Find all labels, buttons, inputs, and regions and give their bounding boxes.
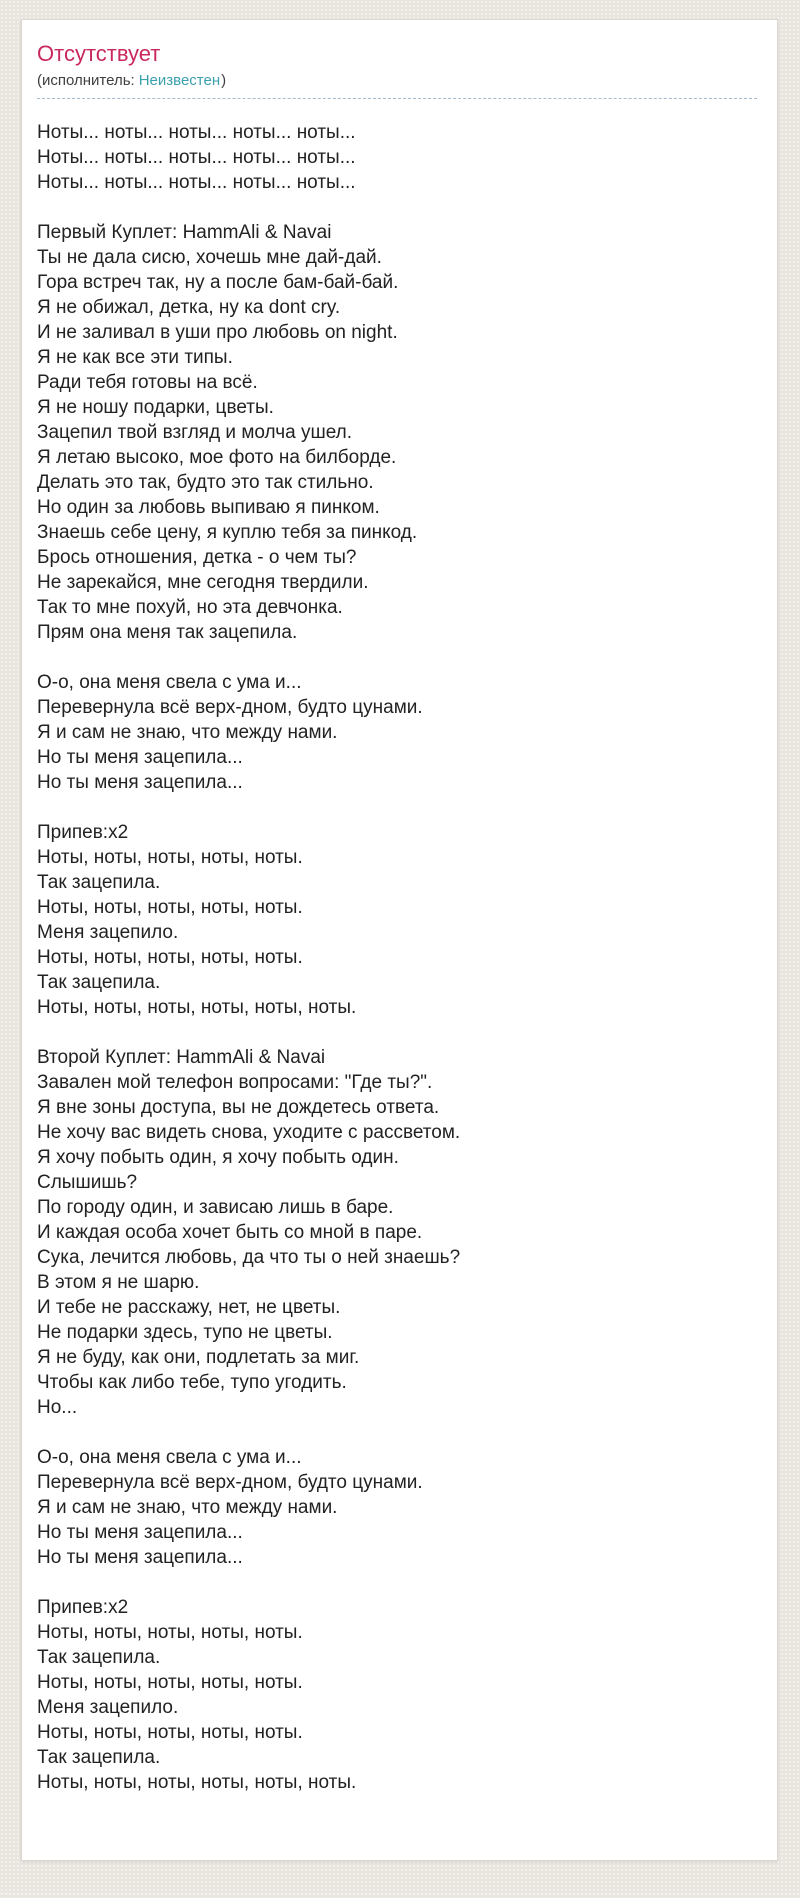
lyrics-line: Прям она меня так зацепила. [37,622,298,643]
lyrics-line: Чтобы как либо тебе, тупо угодить. [37,1372,347,1393]
lyrics-line: Гора встреч так, ну а после бам-бай-бай. [37,272,399,293]
lyrics-line: Делать это так, будто это так стильно. [37,472,374,493]
lyrics-line: О-о, она меня свела с ума и... [37,1447,302,1468]
lyrics-line: Ноты, ноты, ноты, ноты, ноты. [37,1672,303,1693]
lyrics-line: Но... [37,1397,78,1418]
lyrics-line: Меня зацепило. [37,1697,179,1718]
artist-label-prefix: (исполнитель: [37,72,135,89]
lyrics-line: Но ты меня зацепила... [37,1547,243,1568]
lyrics-line: Я не буду, как они, подлетать за миг. [37,1347,360,1368]
lyrics-line: Ноты, ноты, ноты, ноты, ноты. [37,947,303,968]
lyrics-line: Ноты... ноты... ноты... ноты... ноты... [37,147,356,168]
lyrics-line: Ноты, ноты, ноты, ноты, ноты. [37,897,303,918]
lyrics-line: Не подарки здесь, тупо не цветы. [37,1322,333,1343]
lyrics-line: Первый Куплет: HammAli & Navai [37,222,332,243]
lyrics-stanza [37,120,757,195]
lyrics-line: Я не ношу подарки, цветы. [37,397,274,418]
lyrics-line: Так зацепила. [37,972,161,993]
lyrics-line: Так зацепила. [37,1747,161,1768]
lyrics-line: Но ты меня зацепила... [37,772,243,793]
lyrics-line: Я не как все эти типы. [37,347,233,368]
footer-divider [0,1893,800,1894]
song-title[interactable]: Отсутствует [37,41,161,66]
lyrics-line: Но один за любовь выпиваю я пинком. [37,497,380,518]
lyrics-line: Я летаю высоко, мое фото на билборде. [37,447,397,468]
lyrics-line: Перевернула всё верх-дном, будто цунами. [37,1472,423,1493]
lyrics-line: Перевернула всё верх-дном, будто цунами. [37,697,423,718]
lyrics-line: И тебе не расскажу, нет, не цветы. [37,1297,341,1318]
lyrics-stanza [37,1445,757,1570]
lyrics-stanza [37,670,757,795]
lyrics-line: Я не обижал, детка, ну ка dont cry. [37,297,341,318]
lyrics-line: Ради тебя готовы на всё. [37,372,258,393]
lyrics-line: Припев:x2 [37,822,129,843]
lyrics-line: Знаешь себе цену, я куплю тебя за пинкод. [37,522,418,543]
lyrics-line: Так зацепила. [37,872,161,893]
lyrics-stanza [37,820,757,1020]
lyrics-line: Я и сам не знаю, что между нами. [37,722,338,743]
lyrics-line: Припев:x2 [37,1597,129,1618]
lyrics-stanza [37,220,757,645]
lyrics-line: Так зацепила. [37,1647,161,1668]
lyrics-line: И не заливал в уши про любовь on night. [37,322,398,343]
lyrics-card [21,19,778,1861]
lyrics-line: Слышишь? [37,1172,138,1193]
lyrics-line: Я хочу побыть один, я хочу побыть один. [37,1147,399,1168]
lyrics-line: Не зарекайся, мне сегодня твердили. [37,572,369,593]
lyrics-line: О-о, она меня свела с ума и... [37,672,302,693]
lyrics-line: По городу один, и зависаю лишь в баре. [37,1197,394,1218]
lyrics-line: Ноты... ноты... ноты... ноты... ноты... [37,172,356,193]
lyrics-line: Завален мой телефон вопросами: "Где ты?". [37,1072,433,1093]
lyrics-line: И каждая особа хочет быть со мной в паре. [37,1222,423,1243]
lyrics-line: Сука, лечится любовь, да что ты о ней знаешь? [37,1247,461,1268]
artist-name-link[interactable]: Неизвестен [138,72,221,89]
lyrics-line: Брось отношения, детка - о чем ты? [37,547,357,568]
lyrics-line: Ноты... ноты... ноты... ноты... ноты... [37,122,356,143]
lyrics-line: Я и сам не знаю, что между нами. [37,1497,338,1518]
lyrics-line: Я вне зоны доступа, вы не дождетесь ответа. [37,1097,440,1118]
lyrics-line: Но ты меня зацепила... [37,747,243,768]
lyrics-line: В этом я не шарю. [37,1272,200,1293]
artist-line [37,71,757,99]
lyrics-line: Второй Куплет: HammAli & Navai [37,1047,326,1068]
lyrics-line: Ноты, ноты, ноты, ноты, ноты. [37,1722,303,1743]
lyrics-line: Ноты, ноты, ноты, ноты, ноты. [37,847,303,868]
lyrics [37,120,757,1795]
lyrics-line: Меня зацепило. [37,922,179,943]
lyrics-line: Но ты меня зацепила... [37,1522,243,1543]
lyrics-stanza [37,1045,757,1420]
lyrics-line: Так то мне похуй, но эта девчонка. [37,597,343,618]
lyrics-line: Ноты, ноты, ноты, ноты, ноты, ноты. [37,997,357,1018]
lyrics-line: Ты не дала сисю, хочешь мне дай-дай. [37,247,382,268]
lyrics-line: Ноты, ноты, ноты, ноты, ноты, ноты. [37,1772,357,1793]
lyrics-line: Ноты, ноты, ноты, ноты, ноты. [37,1622,303,1643]
lyrics-line: Не хочу вас видеть снова, уходите с рассветом. [37,1122,461,1143]
lyrics-stanza [37,1595,757,1795]
lyrics-line: Зацепил твой взгляд и молча ушел. [37,422,352,443]
artist-label-suffix: ) [221,72,227,89]
